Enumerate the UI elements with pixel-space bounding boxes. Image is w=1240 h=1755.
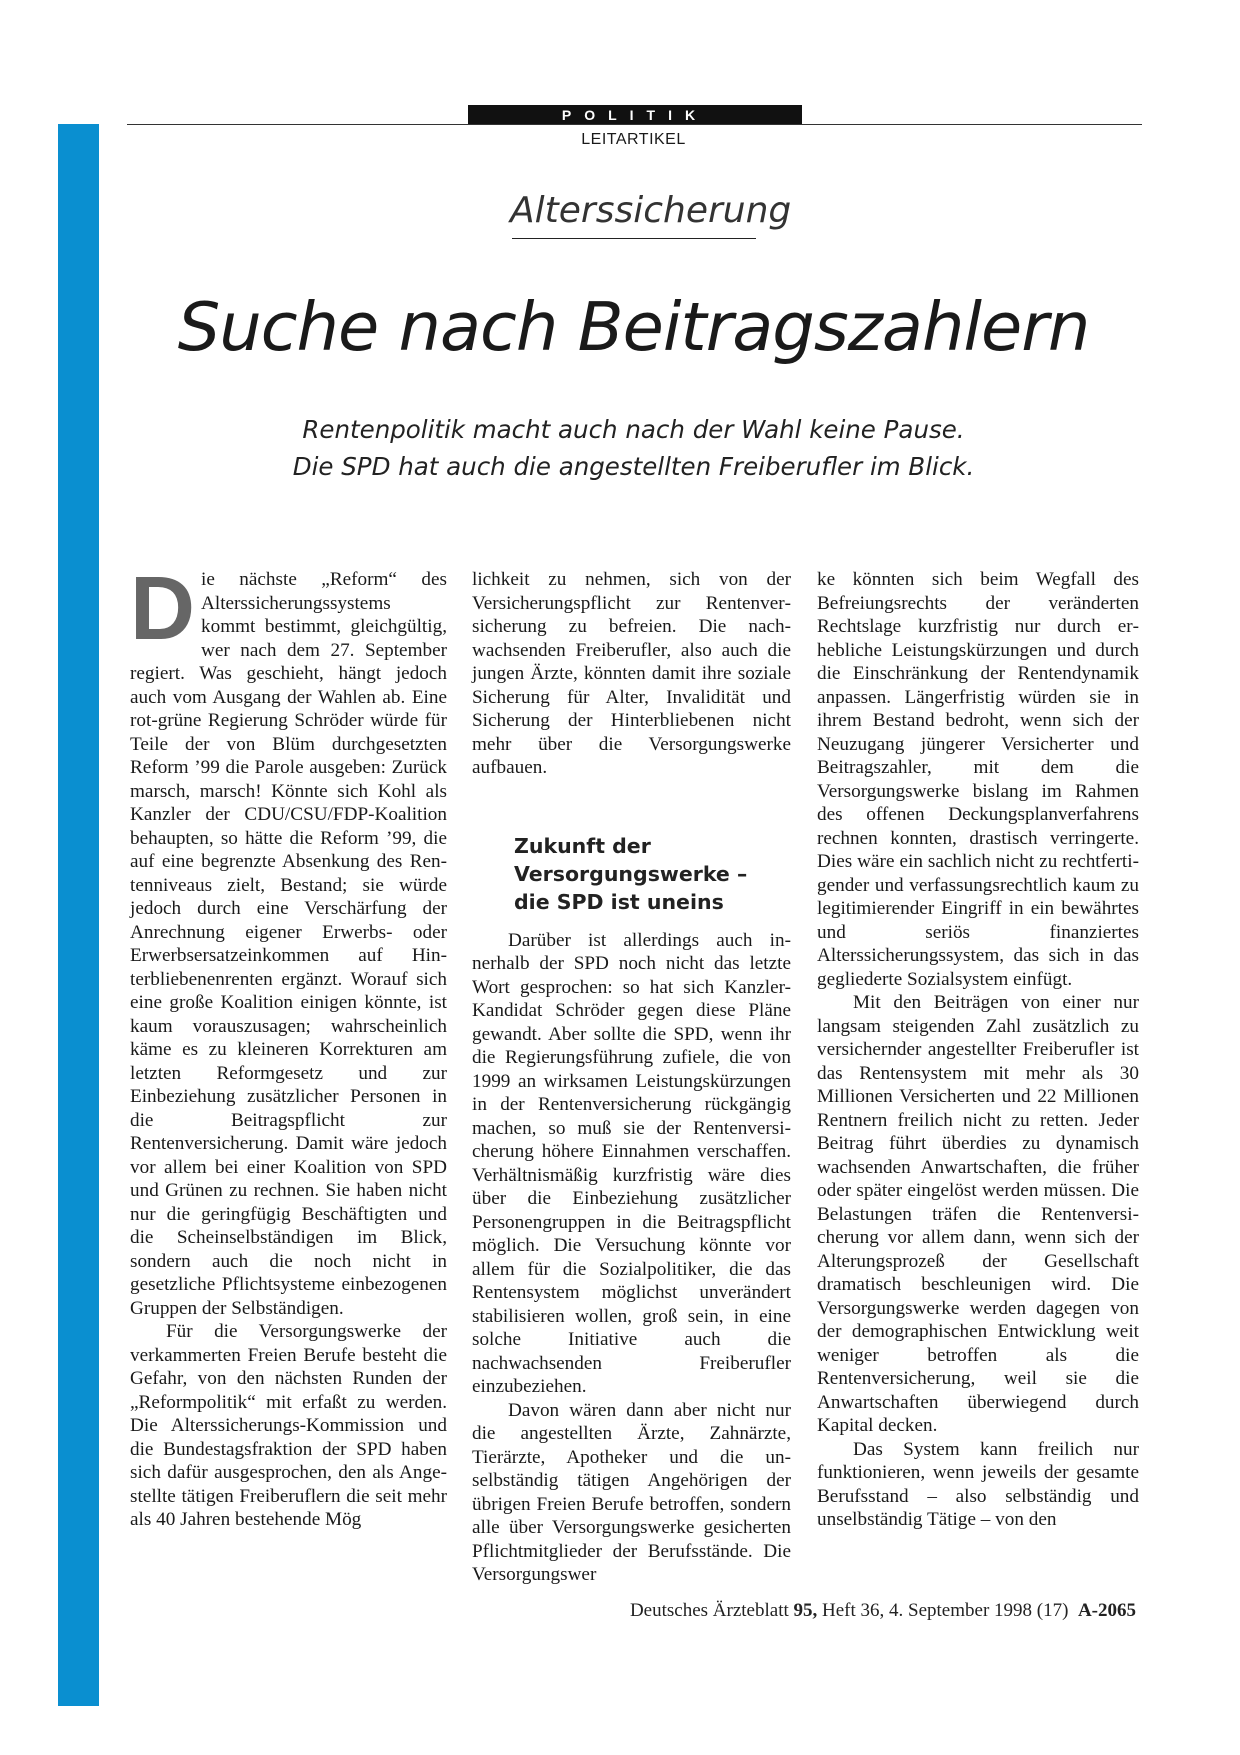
footer-page-number: A-2065 — [1077, 1600, 1136, 1621]
paragraph-8: Das System kann freilich nur funktionieren, wenn jeweils der gesamte Berufsstand – also selbständig und unselbständig Tätige – von den — [817, 1438, 1139, 1530]
footer-volume: 95, — [793, 1600, 818, 1621]
paragraph-3: lichkeit zu nehmen, sich von der Versicherungspflicht zur Rentenversicherung zu befreien. Die nachwachsenden Freiberufler, also auch die jungen Ärzte, könnten damit ihre soziale Sicherung für Alter, Invalidität und Sicherung der Hinterbliebenen nicht mehr über die Versorgungswerke aufbauen. — [472, 569, 791, 778]
subhead-line-1: Zukunft der — [514, 833, 651, 858]
paragraph-1 — [130, 559, 447, 1320]
text-column-3 — [817, 568, 1139, 1532]
header-rule — [127, 124, 1142, 125]
deck-line-2: Die SPD hat auch die angestellten Freiberufler im Blick. — [292, 452, 975, 481]
paragraph-6: ke könnten sich beim Wegfall des Befreiungsrechts der veränderten Rechtslage kurzfristig nur durch erhebliche Leistungskürzungen und durch die Einschränkung der Rentendynamik anpassen. Längerfristig würden sie in ihrem Bestand bedroht, wenn sich der Neuzugang jüngerer Versicherter und Beitragszahler, mit dem die Versorgungswerke bislang im Rahmen des offenen Deckungsplanverfahrens rechnen konnten, drastisch verringerte. Dies wäre ein sachlich nicht zu rechtfertigender und verfassungsrechtlich kaum zu legitimierender Eingriff in ein bewährtes und seriös finanziertes Alterssicherungssystem, das sich in das gegliederte Sozialsystem einfügt. — [817, 569, 1139, 990]
drop-cap: D — [130, 559, 195, 659]
subhead-line-2: Versorgungswerke – — [514, 861, 748, 886]
article-subhead — [514, 832, 791, 916]
paragraph-1-text: ie nächste „Reform“ des Alterssicherungssystems kommt bestimmt, gleichgültig, wer nach dem 27. September regiert. Was geschieht, hängt jedoch auch vom Ausgang der Wahlen ab. Eine rot-grüne Regierung Schröder würde für Teile der von Blüm durchgesetzten Reform ’99 die Parole ausgeben: Zurück marsch, marsch! Könnte sich Kohl als Kanzler der CDU/CSU/FDP-Koalition behaupten, so hätte die Reform ’99, die auf eine begrenzte Absenkung des Rentenniveaus zielt, Bestand; sie würde jedoch durch eine Verschärfung der Anrechnung eigener Erwerbs- oder Erwerbsersatzeinkommen auf Hinterbliebenenrenten ergänzt. Worauf sich eine große Koalition einigen könnte, ist kaum vorauszusagen; wahrscheinlich käme es zu kleineren Korrekturen am letzten Reformgesetz und zur Einbeziehung zusätzlicher Personen in die Beitragspflicht zur Rentenversicherung. Damit wäre jedoch vor allem bei einer Koalition von SPD und Grünen zu rechnen. Sie haben nicht nur die geringfügig Beschäftigten und die Scheinselbständigen im Blick, sondern auch die noch nicht in gesetzliche Pflichtsysteme einbezogenen Gruppen der Selbständigen. — [130, 569, 447, 1319]
deck-line-1: Rentenpolitik macht auch nach der Wahl keine Pause. — [302, 415, 965, 444]
text-column-1 — [130, 559, 447, 1532]
paragraph-4: Darüber ist allerdings auch innerhalb der SPD noch nicht das letzte Wort gesprochen: so hat sich Kanzler-Kandidat Schröder gegen diese Pläne gewandt. Aber sollte die SPD, wenn ihr die Regierungsführung zufiele, die von 1999 an wirksamen Leistungskürzungen in der Rentenversicherung rückgängig machen, so muß sie der Rentenversicherung höhere Einnahmen verschaffen. Verhältnismäßig kurzfristig wäre dies über die Einbeziehung zusätzlicher Personengruppen in die Beitragspflicht möglich. Die Versuchung könnte vor allem für die Sozialpolitiker, die das Rentensystem möglichst unverändert stabilisieren wollen, groß sein, in eine solche Initiative auch die nachwachsenden Freiberufler einzubeziehen. — [472, 929, 791, 1397]
paragraph-2: Für die Versorgungswerke der verkammerten Freien Berufe besteht die Gefahr, von den nächsten Runden der „Reformpolitik“ mit erfaßt zu werden. Die Alterssicherungs-Kommission und die Bundestagsfraktion der SPD haben sich dafür ausgesprochen, den als Angestellte tätigen Freiberuflern die seit mehr als 40 Jahren bestehende Mög — [130, 1321, 447, 1530]
page-footer — [630, 1600, 1136, 1622]
article-headline: Suche nach Beitragszahlern — [177, 288, 1090, 366]
subhead-line-3: die SPD ist uneins — [514, 889, 724, 914]
footer-issue-date: Heft 36, 4. September 1998 (17) — [822, 1600, 1069, 1621]
section-tag: POLITIK — [468, 105, 802, 125]
kicker-underline — [512, 238, 756, 239]
footer-journal: Deutsches Ärzteblatt — [629, 1600, 789, 1621]
text-column-2 — [472, 568, 791, 1587]
article-kicker: Alterssicherung — [510, 190, 792, 231]
paragraph-7: Mit den Beiträgen von einer nur langsam steigenden Zahl zusätzlich zu versichernder angestellter Freiberufler ist das Rentensystem mit mehr als 30 Millionen Versicherten und 22 Millionen Rentnern freilich nicht zu retten. Jeder Beitrag führt überdies zu dynamisch wachsenden Anwartschaften, die früher oder später eingelöst werden müssen. Die Belastungen träfen die Rentenversicherung vor allem dann, wenn sich der Alterungsprozeß der Gesellschaft dramatisch beschleunigen wird. Die Versorgungswerke werden dagegen von der demographischen Entwicklung weit weniger betroffen als die Rentenversicherung, weil sie die Anwartschaften überwiegend durch Kapital decken. — [817, 992, 1139, 1436]
subsection-label: LEITARTIKEL — [581, 131, 686, 148]
paragraph-5: Davon wären dann aber nicht nur die angestellten Ärzte, Zahnärzte, Tierärzte, Apotheker und die unselbständig tätigen Angehörigen der übrigen Freien Berufe betroffen, sondern alle über Versorgungswerke gesicherten Pflichtmitglieder der Berufsstände. Die Versorgungswer — [472, 1399, 791, 1585]
article-deck — [0, 411, 1240, 485]
